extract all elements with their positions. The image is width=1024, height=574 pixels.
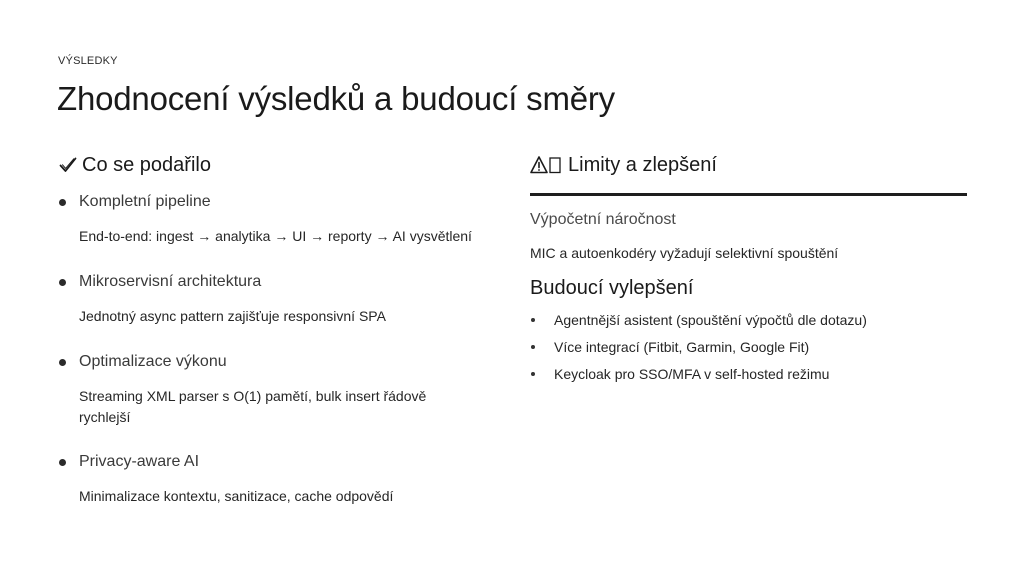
future-item-text: Agentnější asistent (spouštění výpočtů dle dotazu) [554,312,867,328]
check-icon [58,155,78,175]
slide-title: Zhodnocení výsledků a budoucí směry [57,80,615,117]
limits-heading [530,150,970,180]
future-title: Budoucí vylepšení [530,277,694,299]
item-description: Streaming XML parser s O(1) pamětí, bulk insert řádově rychlejší [79,388,427,425]
bullet-icon [59,459,66,466]
item-title: Optimalizace výkonu [79,353,227,370]
list-item [58,451,498,507]
list-item [58,351,498,428]
successes-heading [58,150,498,180]
list-item [530,339,970,366]
item-description: Jednotný async pattern zajišťuje responsivní SPA [79,308,386,324]
list-item [58,271,498,327]
list-item [530,366,970,393]
list-item [58,191,498,247]
bullet-icon [531,345,535,349]
limits-heading-label: Limity a zlepšení [568,153,717,176]
item-description: Minimalizace kontextu, sanitizace, cache odpovědí [79,488,394,504]
item-title: Privacy-aware AI [79,453,200,470]
future-item-text: Více integrací (Fitbit, Garmin, Google Fit) [554,339,810,355]
successes-heading-label: Co se podařilo [82,153,211,176]
future-item-text: Keycloak pro SSO/MFA v self-hosted režimu [554,366,830,382]
bullet-icon [531,372,535,376]
item-description: End-to-end: ingest → analytika → UI → reporty → AI vysvětlení [79,228,472,244]
limits-column [530,150,970,393]
slide-kicker: VÝSLEDKY [58,55,118,67]
item-title: Kompletní pipeline [79,193,211,210]
bullet-icon [59,279,66,286]
item-title: Mikroservisní architektura [79,273,262,290]
limit-description: MIC a autoenkodéry vyžadují selektivní spouštění [530,245,839,261]
bullet-icon [59,359,66,366]
limit-title: Výpočetní náročnost [530,211,676,228]
future-list [530,312,970,393]
bullet-icon [59,199,66,206]
bullet-icon [531,318,535,322]
section-divider [530,193,967,196]
list-item [530,312,970,339]
warning-icon [530,155,564,175]
successes-column [58,150,498,507]
